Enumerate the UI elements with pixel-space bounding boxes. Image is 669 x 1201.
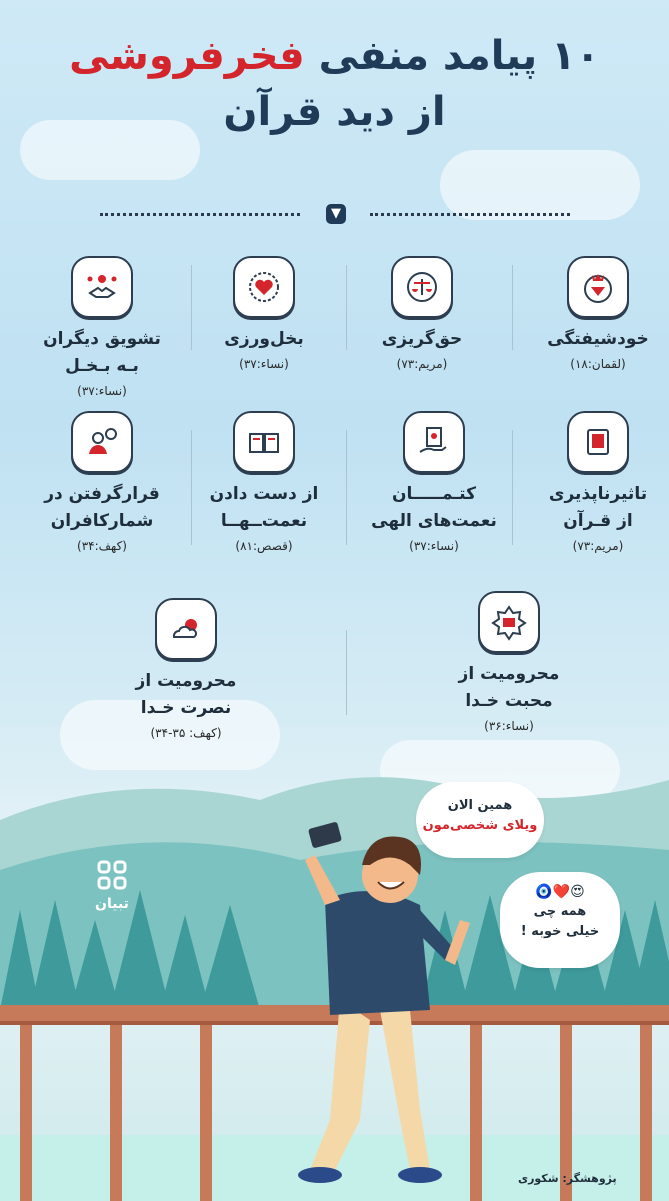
tebyan-logo xyxy=(82,858,142,912)
item-ref: (مریم:۷۳) xyxy=(396,357,448,371)
tebyan-logo-icon xyxy=(95,858,129,892)
item-among-disbelievers xyxy=(18,411,186,553)
page-title xyxy=(0,28,669,140)
open-book-icon xyxy=(233,411,295,473)
item-ref: (نساء:۳۷) xyxy=(409,539,459,553)
item-name: قرارگرفتن در شمارکافران xyxy=(44,484,160,531)
item-ref: (نساء:۳۷) xyxy=(77,384,127,398)
emoji-row-icon: 😍❤️🧿 xyxy=(535,884,585,900)
item-deprived-love xyxy=(425,591,593,733)
separator xyxy=(512,265,513,350)
item-name: محرومیت از محبت خـدا xyxy=(458,664,560,711)
item-name: محرومیت از نصرت خـدا xyxy=(135,671,237,718)
item-ref: (قصص:۸۱) xyxy=(235,539,293,553)
researcher-credit: پژوهشگر: شکوری xyxy=(518,1172,617,1185)
divider xyxy=(100,204,570,224)
selfie-man-illustration xyxy=(270,820,490,1190)
item-ref: (مریم:۷۳) xyxy=(572,539,624,553)
arrow-down-icon: ▼ xyxy=(326,204,346,224)
item-encourage-stinginess xyxy=(18,256,186,398)
divider-dots xyxy=(100,213,300,216)
item-ref: (لقمان:۱۸) xyxy=(570,357,626,371)
bubble-highlight: ویلای شخصی‌مون xyxy=(422,818,538,833)
item-name: بخل‌ورزی xyxy=(224,329,304,349)
separator xyxy=(346,630,347,715)
item-ref: (کهف: ۳۵-۳۴) xyxy=(150,726,222,740)
cloud-sun-icon xyxy=(155,598,217,660)
person-idea-icon xyxy=(71,411,133,473)
quran-book-icon xyxy=(567,411,629,473)
handshake-icon xyxy=(71,256,133,318)
divider-dots xyxy=(370,213,570,216)
item-name: از دست دادن نعمت‌ــهــا xyxy=(209,484,319,531)
bubble-text: همه چی xyxy=(533,904,587,919)
item-ref: (کهف:۳۴) xyxy=(77,539,127,553)
speech-bubble-right xyxy=(500,872,620,968)
heart-flame-icon xyxy=(233,256,295,318)
item-name: حق‌گریزی xyxy=(381,329,463,349)
item-name: کتـمـــــان نعمت‌های الهی xyxy=(371,484,497,531)
allah-star-icon xyxy=(478,591,540,653)
item-name: تشویق دیگران بـه بـخـل xyxy=(43,329,161,376)
bubble-text: همین الان xyxy=(447,798,513,813)
item-truth-evasion xyxy=(338,256,506,371)
diamond-head-icon xyxy=(567,256,629,318)
scales-head-icon xyxy=(391,256,453,318)
item-name: خودشیفتگی xyxy=(547,329,649,349)
item-stinginess xyxy=(180,256,348,371)
item-deprived-help xyxy=(102,598,270,740)
item-self-admiration xyxy=(514,256,669,371)
item-quran-unaffected xyxy=(514,411,669,553)
title-highlight: فخرفروشی xyxy=(69,33,305,79)
logo-text: تبیان xyxy=(95,896,129,912)
item-losing-blessings xyxy=(180,411,348,553)
speech-bubble-left xyxy=(416,782,544,858)
title-prefix: ۱۰ پیامد منفی xyxy=(318,33,600,79)
item-ref: (نساء:۳۷) xyxy=(239,357,289,371)
item-name: تاثیرناپذیری از قـرآن xyxy=(548,484,648,531)
book-hand-icon xyxy=(403,411,465,473)
item-ref: (نساء:۳۶) xyxy=(484,719,534,733)
title-line2: از دید قرآن xyxy=(223,89,446,135)
item-hiding-blessings xyxy=(350,411,518,553)
bubble-text: خیلی خوبه ! xyxy=(520,924,600,939)
